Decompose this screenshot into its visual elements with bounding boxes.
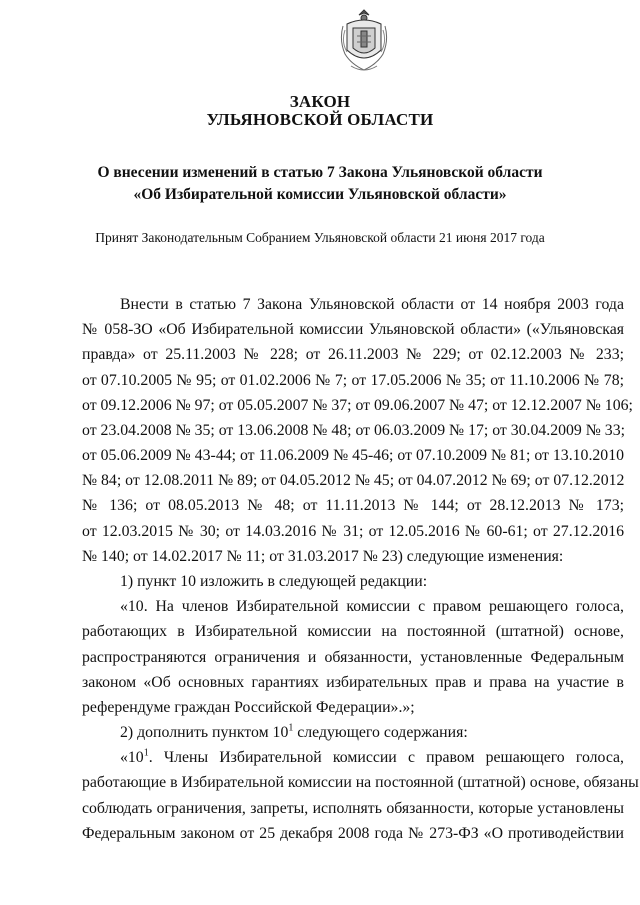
law-heading: ЗАКОН [289,92,351,111]
quoted-paragraph-line: законом «Об основных гарантиях избирательных прав и права на участие в [82,674,624,691]
quote-start: «10 [120,749,144,766]
quoted-paragraph-line: распространяются ограничения и обязанности, установленные Федеральным [82,649,624,666]
body-line: Внести в статью 7 Закона Ульяновской области от 14 ноября 2003 года [120,296,624,313]
region-heading: УЛЬЯНОВСКОЙ ОБЛАСТИ [206,110,434,129]
quoted-paragraph-line: соблюдать ограничения, запреты, исполнять обязанности, которые установлены [82,800,624,817]
body-line: от 23.04.2008 № 35; от 13.06.2008 № 48; от 06.03.2009 № 17; от 30.04.2009 № 33; [82,422,625,439]
body-line: от 09.12.2006 № 97; от 05.05.2007 № 37; от 09.06.2007 № 47; от 12.12.2007 № 106; [82,397,633,414]
body-line: от 12.03.2015 № 30; от 14.03.2016 № 31; от 12.05.2016 № 60-61; от 27.12.2016 [82,523,624,540]
quoted-paragraph-line: работающие в Избирательной комиссии на постоянной (штатной) основе, обязаны [82,774,639,791]
adoption-note: Принят Законодательным Собранием Ульяновской области 21 июня 2017 года [95,230,545,245]
body-line: от 07.10.2005 № 95; от 01.02.2006 № 7; от 17.05.2006 № 35; от 11.10.2006 № 78; [82,372,624,389]
amendment-item-1: 1) пункт 10 изложить в следующей редакции: [120,573,428,590]
quoted-paragraph-line: референдуме граждан Российской Федерации».»; [82,699,415,716]
coat-of-arms-icon [337,6,391,76]
quote-text: . Члены Избирательной комиссии с правом решающего голоса, [148,749,624,766]
body-line: № 140; от 14.02.2017 № 11; от 31.03.2017 № 23) следующие изменения: [82,548,564,565]
quoted-paragraph-line: «10. На членов Избирательной комиссии с правом решающего голоса, [120,598,624,615]
superscript: 1 [288,722,294,734]
body-line: от 05.06.2009 № 43-44; от 11.06.2009 № 45-46; от 07.10.2009 № 81; от 13.10.2010 [82,447,624,464]
law-title-line-1: О внесении изменений в статью 7 Закона Ульяновской области [97,164,543,181]
body-line: № 84; от 12.08.2011 № 89; от 04.05.2012 № 45; от 04.07.2012 № 69; от 07.12.2012 [82,472,625,489]
quoted-paragraph-line: Федеральным законом от 25 декабря 2008 года № 273-ФЗ «О противодействии [82,825,624,842]
amendment-item-2 [120,723,624,743]
body-line: правда» от 25.11.2003 № 228; от 26.11.2003 № 229; от 02.12.2003 № 233; [82,346,624,363]
amendment-item-2-tail: следующего содержания: [293,724,468,741]
superscript: 1 [143,747,149,759]
body-line: № 058-ЗО «Об Избирательной комиссии Ульяновской области» («Ульяновская [82,321,624,338]
quoted-paragraph-line: работающих в Избирательной комиссии на постоянной (штатной) основе, [82,623,624,640]
amendment-item-2-text: 2) дополнить пунктом 10 [120,724,289,741]
law-title-line-2: «Об Избирательной комиссии Ульяновской области» [133,186,507,203]
body-line: № 136; от 08.05.2013 № 48; от 11.11.2013 № 144; от 28.12.2013 № 173; [82,497,624,514]
quoted-paragraph-line [120,748,624,768]
